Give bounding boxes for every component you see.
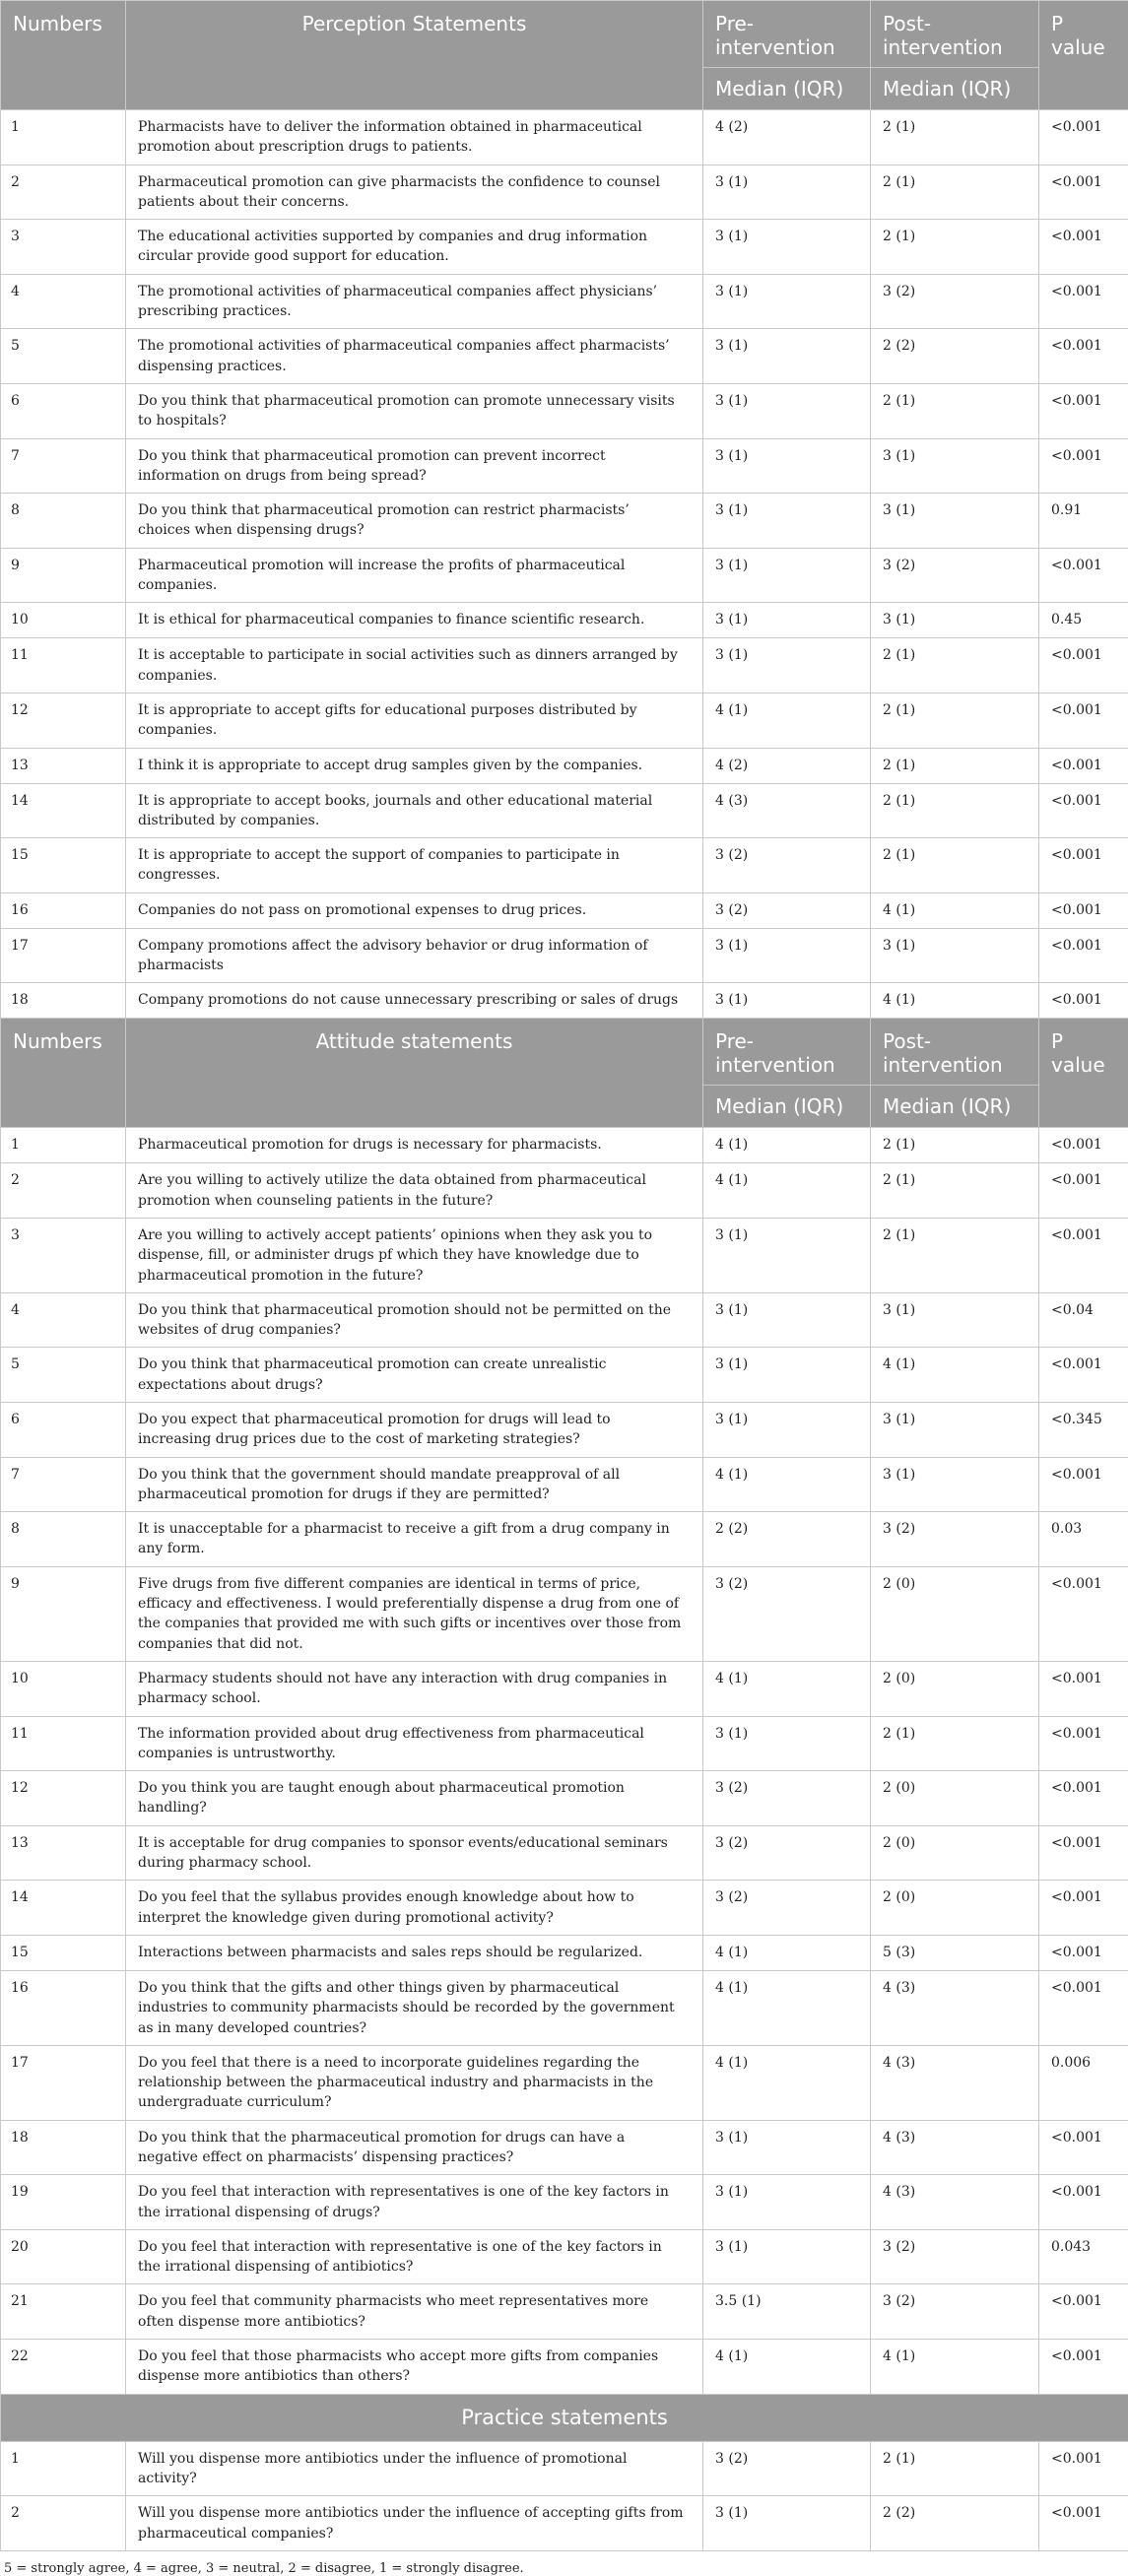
- row-number: 1: [1, 110, 126, 165]
- post-median: 3 (1): [871, 1402, 1039, 1457]
- table-row: [1, 2496, 1128, 2551]
- table-row: [1, 1881, 1128, 1936]
- statement-text: Interactions between pharmacists and sales reps should be regularized.: [126, 1935, 703, 1970]
- statement-text: It is ethical for pharmaceutical companies to finance scientific research.: [126, 603, 703, 638]
- practice-header: [1, 2394, 1128, 2441]
- pre-median: 3 (1): [703, 383, 871, 438]
- p-value: <0.001: [1039, 983, 1128, 1019]
- p-value: <0.001: [1039, 928, 1128, 983]
- p-value: <0.001: [1039, 2496, 1128, 2551]
- pre-median: 3 (2): [703, 2441, 871, 2496]
- p-value: <0.001: [1039, 548, 1128, 603]
- p-value: <0.001: [1039, 1218, 1128, 1292]
- row-number: 2: [1, 165, 126, 220]
- statement-text: Do you feel that there is a need to incorporate guidelines regarding the relationship between the pharmaceutical industry and pharmacists in the undergraduate curriculum?: [126, 2045, 703, 2120]
- table-row: [1, 838, 1128, 893]
- row-number: 9: [1, 1566, 126, 1661]
- table-row: [1, 383, 1128, 438]
- pre-median: 4 (1): [703, 1163, 871, 1219]
- table-row: [1, 1661, 1128, 1716]
- pre-median: 3 (1): [703, 494, 871, 549]
- statement-text: Pharmaceutical promotion for drugs is necessary for pharmacists.: [126, 1128, 703, 1163]
- table-row: [1, 1716, 1128, 1771]
- pre-median: 3 (1): [703, 983, 871, 1019]
- row-number: 22: [1, 2340, 126, 2395]
- post-median: 5 (3): [871, 1935, 1039, 1970]
- post-median: 2 (0): [871, 1881, 1039, 1936]
- pre-median: 4 (1): [703, 2045, 871, 2120]
- statement-text: Do you feel that community pharmacists who meet representatives more often dispense more antibiotics?: [126, 2284, 703, 2340]
- pre-median: 3 (2): [703, 1881, 871, 1936]
- statement-text: It is acceptable for drug companies to sponsor events/educational seminars during pharmacy school.: [126, 1825, 703, 1881]
- table-row: [1, 494, 1128, 549]
- post-median: 2 (2): [871, 329, 1039, 384]
- p-value: <0.001: [1039, 1881, 1128, 1936]
- p-value: <0.001: [1039, 1771, 1128, 1826]
- post-median: 2 (1): [871, 2441, 1039, 2496]
- post-median: 4 (1): [871, 2340, 1039, 2395]
- statement-text: Do you feel that the syllabus provides enough knowledge about how to interpret the knowledge given during promotional activity?: [126, 1881, 703, 1936]
- pre-median: 3 (1): [703, 274, 871, 329]
- row-number: 10: [1, 603, 126, 638]
- p-value: <0.001: [1039, 2120, 1128, 2175]
- table-row: [1, 1348, 1128, 1403]
- pre-median: 4 (1): [703, 2340, 871, 2395]
- table-row: [1, 1402, 1128, 1457]
- table-row: [1, 2175, 1128, 2230]
- header-attitude: Attitude statements: [126, 1019, 703, 1128]
- p-value: <0.001: [1039, 383, 1128, 438]
- post-median: 4 (3): [871, 2120, 1039, 2175]
- row-number: 2: [1, 2496, 126, 2551]
- statement-text: Company promotions affect the advisory behavior or drug information of pharmacists: [126, 928, 703, 983]
- pre-median: 3 (1): [703, 438, 871, 494]
- table-row: [1, 892, 1128, 928]
- pre-median: 3 (1): [703, 165, 871, 220]
- statement-text: Pharmacy students should not have any interaction with drug companies in pharmacy school.: [126, 1661, 703, 1716]
- p-value: 0.006: [1039, 2045, 1128, 2120]
- header-pre: Pre-intervention: [703, 1019, 871, 1086]
- row-number: 14: [1, 1881, 126, 1936]
- table-row: [1, 748, 1128, 783]
- statement-text: The educational activities supported by companies and drug information circular provide good support for education.: [126, 220, 703, 275]
- table-row: [1, 548, 1128, 603]
- table-row: [1, 1457, 1128, 1512]
- p-value: <0.001: [1039, 1970, 1128, 2045]
- table-row: [1, 1512, 1128, 1567]
- table-row: [1, 438, 1128, 494]
- pre-median: 4 (1): [703, 693, 871, 748]
- post-median: 3 (2): [871, 2284, 1039, 2340]
- pre-median: 3 (2): [703, 1566, 871, 1661]
- row-number: 5: [1, 1348, 126, 1403]
- table-row: [1, 1970, 1128, 2045]
- statement-text: Companies do not pass on promotional expenses to drug prices.: [126, 892, 703, 928]
- post-median: 2 (1): [871, 783, 1039, 838]
- p-value: 0.03: [1039, 1512, 1128, 1567]
- row-number: 4: [1, 274, 126, 329]
- pre-median: 4 (3): [703, 783, 871, 838]
- post-median: 3 (2): [871, 1512, 1039, 1567]
- row-number: 14: [1, 783, 126, 838]
- table-row: [1, 1935, 1128, 1970]
- header-post: Post-intervention: [871, 1, 1039, 68]
- pre-median: 4 (1): [703, 1128, 871, 1163]
- p-value: <0.001: [1039, 1128, 1128, 1163]
- row-number: 15: [1, 1935, 126, 1970]
- statement-text: Do you feel that interaction with representative is one of the key factors in the irrational dispensing of antibiotics?: [126, 2229, 703, 2284]
- header-numbers: Numbers: [1, 1019, 126, 1128]
- statement-text: Do you feel that interaction with representatives is one of the key factors in the irrational dispensing of drugs?: [126, 2175, 703, 2230]
- pre-median: 4 (1): [703, 1935, 871, 1970]
- pre-median: 3 (1): [703, 1348, 871, 1403]
- row-number: 10: [1, 1661, 126, 1716]
- post-median: 2 (1): [871, 1218, 1039, 1292]
- post-median: 2 (0): [871, 1661, 1039, 1716]
- post-median: 4 (1): [871, 983, 1039, 1019]
- p-value: <0.001: [1039, 1716, 1128, 1771]
- post-median: 2 (1): [871, 1716, 1039, 1771]
- table-row: [1, 1218, 1128, 1292]
- post-median: 3 (1): [871, 494, 1039, 549]
- post-median: 2 (0): [871, 1566, 1039, 1661]
- row-number: 18: [1, 2120, 126, 2175]
- post-median: 3 (2): [871, 2229, 1039, 2284]
- table-row: [1, 274, 1128, 329]
- statement-text: Do you think you are taught enough about pharmaceutical promotion handling?: [126, 1771, 703, 1826]
- statement-text: The promotional activities of pharmaceutical companies affect pharmacists’ dispensing practices.: [126, 329, 703, 384]
- statement-text: Do you think that the government should mandate preapproval of all pharmaceutical promotion for drugs if they are permitted?: [126, 1457, 703, 1512]
- row-number: 6: [1, 383, 126, 438]
- pre-median: 3.5 (1): [703, 2284, 871, 2340]
- pre-median: 3 (1): [703, 1218, 871, 1292]
- table-row: [1, 110, 1128, 165]
- pre-median: 4 (1): [703, 1457, 871, 1512]
- pre-median: 3 (1): [703, 2496, 871, 2551]
- pre-median: 4 (1): [703, 1970, 871, 2045]
- statement-text: Pharmaceutical promotion will increase the profits of pharmaceutical companies.: [126, 548, 703, 603]
- p-value: <0.001: [1039, 783, 1128, 838]
- practice-title: Practice statements: [1, 2394, 1128, 2441]
- p-value: 0.043: [1039, 2229, 1128, 2284]
- post-median: 3 (1): [871, 1292, 1039, 1348]
- post-median: 2 (1): [871, 1163, 1039, 1219]
- pre-median: 3 (1): [703, 220, 871, 275]
- statement-text: Are you willing to actively utilize the data obtained from pharmaceutical promotion when counseling patients in the future?: [126, 1163, 703, 1219]
- p-value: <0.04: [1039, 1292, 1128, 1348]
- post-median: 2 (1): [871, 748, 1039, 783]
- table-row: [1, 693, 1128, 748]
- post-median: 2 (2): [871, 2496, 1039, 2551]
- statement-text: Will you dispense more antibiotics under the influence of promotional activity?: [126, 2441, 703, 2496]
- table-row: [1, 983, 1128, 1019]
- post-median: 2 (0): [871, 1771, 1039, 1826]
- table-row: [1, 2284, 1128, 2340]
- pre-median: 3 (1): [703, 548, 871, 603]
- statement-text: Pharmacists have to deliver the information obtained in pharmaceutical promotion about prescription drugs to patients.: [126, 110, 703, 165]
- p-value: <0.001: [1039, 1825, 1128, 1881]
- statement-text: Do you think that pharmaceutical promotion should not be permitted on the websites of drug companies?: [126, 1292, 703, 1348]
- statement-text: Do you think that pharmaceutical promotion can promote unnecessary visits to hospitals?: [126, 383, 703, 438]
- row-number: 9: [1, 548, 126, 603]
- p-value: <0.001: [1039, 165, 1128, 220]
- p-value: <0.001: [1039, 838, 1128, 893]
- post-median: 3 (1): [871, 438, 1039, 494]
- row-number: 17: [1, 928, 126, 983]
- post-median: 2 (1): [871, 638, 1039, 694]
- statement-text: Company promotions do not cause unnecessary prescribing or sales of drugs: [126, 983, 703, 1019]
- row-number: 19: [1, 2175, 126, 2230]
- table-row: [1, 1128, 1128, 1163]
- statement-text: Do you think that pharmaceutical promotion can prevent incorrect information on drugs from being spread?: [126, 438, 703, 494]
- table-row: [1, 1825, 1128, 1881]
- statement-text: Do you think that the gifts and other things given by pharmaceutical industries to community pharmacists should be recorded by the government as in many developed countries?: [126, 1970, 703, 2045]
- statement-text: Do you feel that those pharmacists who accept more gifts from companies dispense more antibiotics than others?: [126, 2340, 703, 2395]
- post-median: 2 (0): [871, 1825, 1039, 1881]
- attitude-rows: [1, 1128, 1128, 2394]
- table-row: [1, 2120, 1128, 2175]
- p-value: <0.001: [1039, 892, 1128, 928]
- statement-text: It is acceptable to participate in social activities such as dinners arranged by companies.: [126, 638, 703, 694]
- pre-median: 3 (1): [703, 1402, 871, 1457]
- post-median: 4 (1): [871, 892, 1039, 928]
- post-median: 4 (3): [871, 1970, 1039, 2045]
- table-row: [1, 2229, 1128, 2284]
- p-value: <0.001: [1039, 1566, 1128, 1661]
- header-pre: Pre-intervention: [703, 1, 871, 68]
- pre-median: 3 (1): [703, 2229, 871, 2284]
- row-number: 13: [1, 748, 126, 783]
- row-number: 8: [1, 1512, 126, 1567]
- pre-median: 3 (1): [703, 1292, 871, 1348]
- table-row: [1, 220, 1128, 275]
- row-number: 7: [1, 438, 126, 494]
- p-value: <0.001: [1039, 2284, 1128, 2340]
- pre-median: 3 (2): [703, 1771, 871, 1826]
- row-number: 11: [1, 638, 126, 694]
- table-row: [1, 2045, 1128, 2120]
- pre-median: 3 (2): [703, 1825, 871, 1881]
- table-row: [1, 2441, 1128, 2496]
- row-number: 5: [1, 329, 126, 384]
- pre-median: 4 (2): [703, 110, 871, 165]
- post-median: 2 (1): [871, 220, 1039, 275]
- table-row: [1, 928, 1128, 983]
- p-value: <0.001: [1039, 2340, 1128, 2395]
- table-row: [1, 1771, 1128, 1826]
- row-number: 16: [1, 1970, 126, 2045]
- statement-text: It is appropriate to accept the support of companies to participate in congresses.: [126, 838, 703, 893]
- post-median: 2 (1): [871, 165, 1039, 220]
- pre-median: 3 (1): [703, 329, 871, 384]
- row-number: 6: [1, 1402, 126, 1457]
- p-value: <0.001: [1039, 693, 1128, 748]
- post-median: 3 (2): [871, 274, 1039, 329]
- row-number: 3: [1, 220, 126, 275]
- post-median: 2 (1): [871, 1128, 1039, 1163]
- p-value: <0.001: [1039, 274, 1128, 329]
- statement-text: Will you dispense more antibiotics under the influence of accepting gifts from pharmaceutical companies?: [126, 2496, 703, 2551]
- perception-header: [1, 1, 1128, 110]
- post-median: 2 (1): [871, 383, 1039, 438]
- table-row: [1, 1292, 1128, 1348]
- row-number: 1: [1, 1128, 126, 1163]
- row-number: 11: [1, 1716, 126, 1771]
- statement-text: I think it is appropriate to accept drug samples given by the companies.: [126, 748, 703, 783]
- row-number: 17: [1, 2045, 126, 2120]
- p-value: <0.001: [1039, 329, 1128, 384]
- row-number: 21: [1, 2284, 126, 2340]
- p-value: 0.45: [1039, 603, 1128, 638]
- header-post-median: Median (IQR): [871, 1086, 1039, 1128]
- post-median: 2 (1): [871, 693, 1039, 748]
- p-value: <0.001: [1039, 220, 1128, 275]
- statement-text: Do you think that pharmaceutical promotion can restrict pharmacists’ choices when dispensing drugs?: [126, 494, 703, 549]
- table-row: [1, 165, 1128, 220]
- pre-median: 4 (2): [703, 748, 871, 783]
- post-median: 3 (1): [871, 603, 1039, 638]
- post-median: 3 (1): [871, 1457, 1039, 1512]
- perception-rows: [1, 110, 1128, 1019]
- post-median: 3 (2): [871, 548, 1039, 603]
- header-numbers: Numbers: [1, 1, 126, 110]
- p-value: <0.001: [1039, 2441, 1128, 2496]
- post-median: 4 (3): [871, 2045, 1039, 2120]
- table-row: [1, 783, 1128, 838]
- statement-text: It is appropriate to accept books, journals and other educational material distributed by companies.: [126, 783, 703, 838]
- pre-median: 3 (1): [703, 1716, 871, 1771]
- p-value: <0.001: [1039, 638, 1128, 694]
- table-row: [1, 638, 1128, 694]
- header-perception: Perception Statements: [126, 1, 703, 110]
- pre-median: 3 (2): [703, 892, 871, 928]
- post-median: 4 (1): [871, 1348, 1039, 1403]
- pre-median: 3 (1): [703, 2120, 871, 2175]
- p-value: <0.001: [1039, 1935, 1128, 1970]
- header-pre-median: Median (IQR): [703, 1086, 871, 1128]
- pre-median: 3 (1): [703, 603, 871, 638]
- post-median: 4 (3): [871, 2175, 1039, 2230]
- statement-text: Pharmaceutical promotion can give pharmacists the confidence to counsel patients about their concerns.: [126, 165, 703, 220]
- pre-median: 4 (1): [703, 1661, 871, 1716]
- attitude-header: [1, 1019, 1128, 1128]
- table-row: [1, 2340, 1128, 2395]
- row-number: 18: [1, 983, 126, 1019]
- row-number: 2: [1, 1163, 126, 1219]
- row-number: 4: [1, 1292, 126, 1348]
- post-median: 2 (1): [871, 838, 1039, 893]
- statement-text: Five drugs from five different companies are identical in terms of price, efficacy and effectiveness. I would preferentially dispense a drug from one of the companies that provided me with such gifts or incentives over those from companies that did not.: [126, 1566, 703, 1661]
- header-pre-median: Median (IQR): [703, 68, 871, 110]
- statement-text: Do you think that the pharmaceutical promotion for drugs can have a negative effect on pharmacists’ dispensing practices?: [126, 2120, 703, 2175]
- statement-text: It is unacceptable for a pharmacist to receive a gift from a drug company in any form.: [126, 1512, 703, 1567]
- p-value: <0.345: [1039, 1402, 1128, 1457]
- table-row: [1, 1163, 1128, 1219]
- statement-text: The promotional activities of pharmaceutical companies affect physicians’ prescribing practices.: [126, 274, 703, 329]
- row-number: 7: [1, 1457, 126, 1512]
- table-row: [1, 329, 1128, 384]
- pre-median: 3 (1): [703, 928, 871, 983]
- header-post: Post-intervention: [871, 1019, 1039, 1086]
- row-number: 12: [1, 693, 126, 748]
- statement-text: The information provided about drug effectiveness from pharmaceutical companies is untrustworthy.: [126, 1716, 703, 1771]
- table-row: [1, 603, 1128, 638]
- header-p-value: P value: [1039, 1, 1128, 110]
- practice-rows: [1, 2441, 1128, 2550]
- p-value: <0.001: [1039, 2175, 1128, 2230]
- p-value: <0.001: [1039, 438, 1128, 494]
- statement-text: Are you willing to actively accept patients’ opinions when they ask you to dispense, fill, or administer drugs pf which they have knowledge due to pharmaceutical promotion in the future?: [126, 1218, 703, 1292]
- footnote: 5 = strongly agree, 4 = agree, 3 = neutral, 2 = disagree, 1 = strongly disagree.: [0, 2551, 1128, 2576]
- statement-text: It is appropriate to accept gifts for educational purposes distributed by companies.: [126, 693, 703, 748]
- statement-text: Do you expect that pharmaceutical promotion for drugs will lead to increasing drug prices due to the cost of marketing strategies?: [126, 1402, 703, 1457]
- p-value: <0.001: [1039, 1457, 1128, 1512]
- row-number: 8: [1, 494, 126, 549]
- p-value: <0.001: [1039, 1163, 1128, 1219]
- row-number: 1: [1, 2441, 126, 2496]
- row-number: 15: [1, 838, 126, 893]
- row-number: 12: [1, 1771, 126, 1826]
- pre-median: 2 (2): [703, 1512, 871, 1567]
- pre-median: 3 (1): [703, 638, 871, 694]
- p-value: <0.001: [1039, 1348, 1128, 1403]
- p-value: <0.001: [1039, 110, 1128, 165]
- pre-median: 3 (1): [703, 2175, 871, 2230]
- p-value: <0.001: [1039, 1661, 1128, 1716]
- p-value: <0.001: [1039, 748, 1128, 783]
- table-row: [1, 1566, 1128, 1661]
- row-number: 3: [1, 1218, 126, 1292]
- statement-text: Do you think that pharmaceutical promotion can create unrealistic expectations about drugs?: [126, 1348, 703, 1403]
- post-median: 3 (1): [871, 928, 1039, 983]
- pre-median: 3 (2): [703, 838, 871, 893]
- row-number: 16: [1, 892, 126, 928]
- post-median: 2 (1): [871, 110, 1039, 165]
- header-p-value: P value: [1039, 1019, 1128, 1128]
- row-number: 20: [1, 2229, 126, 2284]
- row-number: 13: [1, 1825, 126, 1881]
- header-post-median: Median (IQR): [871, 68, 1039, 110]
- p-value: 0.91: [1039, 494, 1128, 549]
